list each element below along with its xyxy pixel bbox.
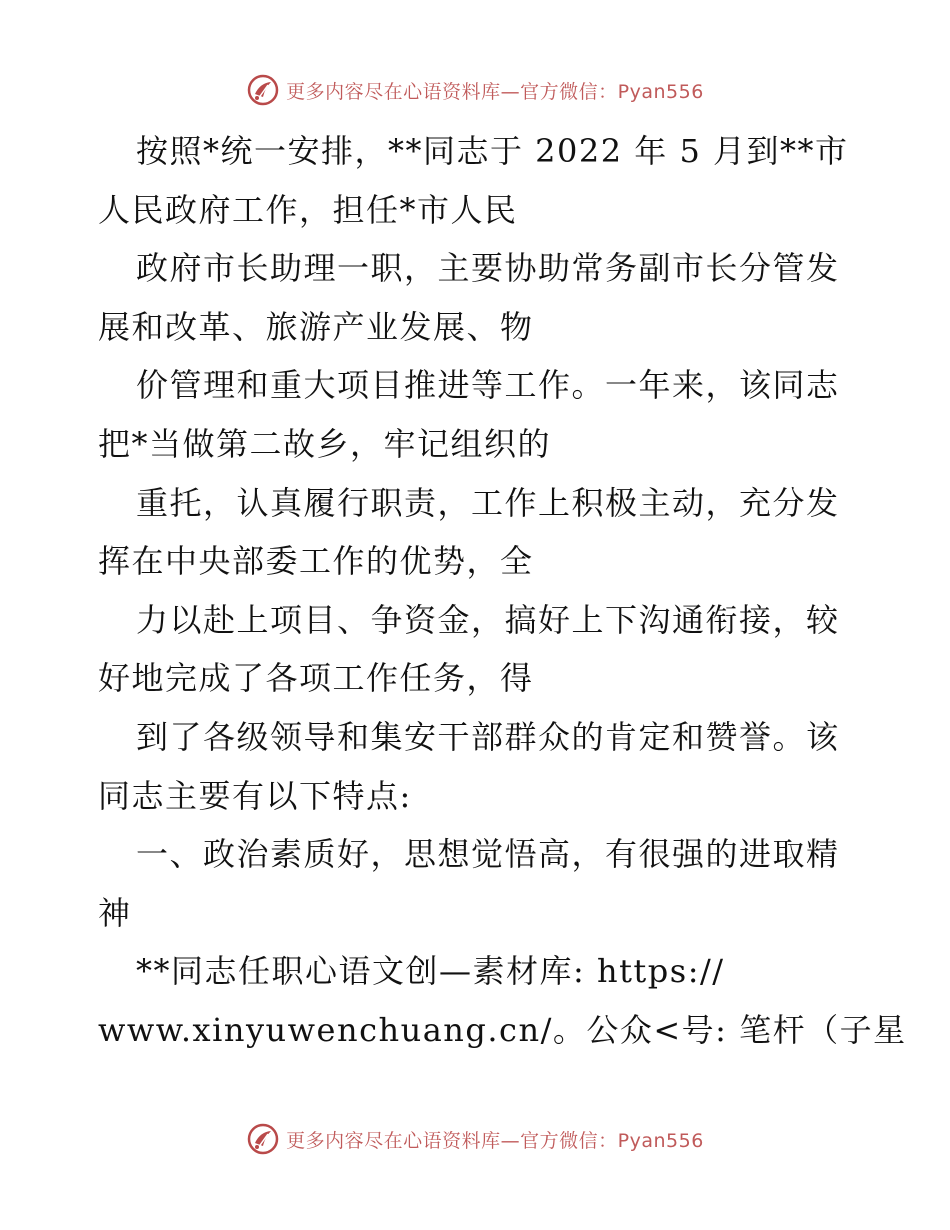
text-line: 把*当做第二故乡，牢记组织的 [98, 424, 552, 463]
text-line: 政府市长助理一职，主要协助常务副市长分管发 [136, 249, 840, 288]
brand-logo-icon [246, 1122, 280, 1156]
text-line: 重托，认真履行职责，工作上积极主动，充分发 [136, 483, 840, 522]
text-line: 价管理和重大项目推进等工作。一年来，该同志 [136, 366, 840, 405]
text-line: 好地完成了各项工作任务，得 [98, 659, 534, 698]
footer-watermark-banner [0, 1119, 950, 1159]
text-line: **同志任职心语文创—素材库: https:// [136, 952, 725, 991]
brand-logo-icon [246, 73, 280, 107]
text-line: 力以赴上项目、争资金，搞好上下沟通衔接，较 [136, 600, 840, 639]
text-line: 挥在中央部委工作的优势，全 [98, 542, 534, 581]
text-line: 展和改革、旅游产业发展、物 [98, 307, 534, 346]
text-line: 人民政府工作，担任*市人民 [98, 190, 518, 229]
url-text-line: www.xinyuwenchuang.cn/。公众<号: 笔杆（子星 [98, 1010, 907, 1049]
section-heading-line: 神 [98, 893, 132, 932]
banner-text: 更多内容尽在心语资料库—官方微信：Pyan556 [286, 80, 704, 103]
header-watermark-banner [0, 70, 950, 110]
document-body [98, 122, 907, 1060]
section-heading-line: 一、政治素质好，思想觉悟高，有很强的进取精 [136, 835, 840, 874]
text-line: 同志主要有以下特点: [98, 776, 412, 815]
text-line: 按照*统一安排，**同志于 2022 年 5 月到**市 [136, 132, 849, 170]
text-line: 到了各级领导和集安干部群众的肯定和赞誉。该 [136, 717, 840, 756]
banner-text: 更多内容尽在心语资料库—官方微信：Pyan556 [286, 1129, 704, 1152]
